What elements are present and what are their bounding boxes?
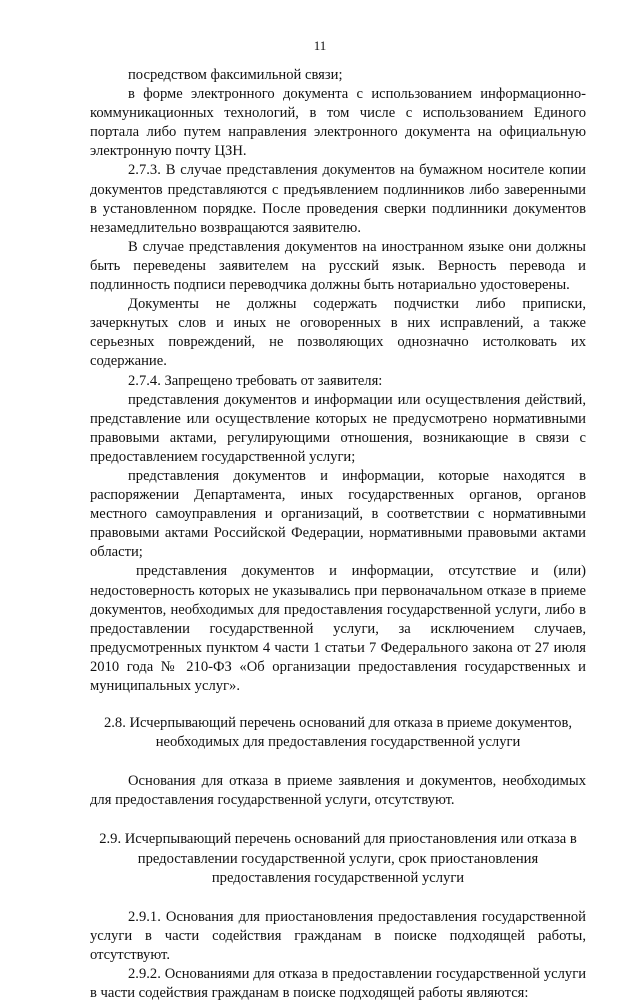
section-heading-2-8: 2.8. Исчерпывающий перечень оснований для отказа в приеме документов, необходимых для предоставления государственной услуги <box>103 715 573 751</box>
paragraph: представления документов и информации или осуществления действий, представление или осуществление которых не предусмотрено нормативными правовыми актами, регулирующими отношения, возникающие в связи с предоставлением государственной услуги; <box>90 391 586 465</box>
paragraph: Документы не должны содержать подчистки либо приписки, зачеркнутых слов и иных не оговоренных в них исправлений, а также серьезных повреждений, не позволяющих однозначно истолковать их содержание. <box>90 296 586 370</box>
paragraph: представления документов и информации, отсутствие и (или) недостоверность которых не указывались при первоначальном отказе в приеме документов, необходимых для предоставления государственной услуги, либо в предоставлении государственной услуги, за исключением случаев, предусмотренных пунктом 4 части 1 статьи 7 Федерального закона от 27 июля 2010 года № 210-ФЗ «Об организации предоставления государственных и муниципальных услуг». <box>90 563 586 694</box>
document-body <box>90 66 586 1003</box>
paragraph: В случае представления документов на иностранном языке они должны быть переведены заявителем на русский язык. Верность перевода и подлинность подписи переводчика должны быть нотариально удостоверены. <box>90 238 586 294</box>
paragraph: посредством факсимильной связи; <box>128 67 343 83</box>
page-number: 11 <box>313 38 327 53</box>
paragraph: в форме электронного документа с использованием информационно-коммуникационных технологий, в том числе с использованием Единого портала либо путем направления электронного документа на официальную электронную почту ЦЗН. <box>90 86 586 160</box>
paragraph: 2.7.3. В случае представления документов на бумажном носителе копии документов представляются с предъявлением подлинников либо заверенными в установленном порядке. После проведения сверки подлинники документов незамедлительно возвращаются заявителю. <box>90 162 586 236</box>
section-heading-2-9: 2.9. Исчерпывающий перечень оснований для приостановления или отказа в предоставлении государственной услуги, срок приостановления предоставления государственной услуги <box>99 831 577 886</box>
paragraph-2-9-2: 2.9.2. Основаниями для отказа в предоставлении государственной услуги в части содействия гражданам в поиске подходящей работы являются: <box>90 966 586 1002</box>
paragraph: представления документов и информации, которые находятся в распоряжении Департамента, иных государственных органов, органов местного самоуправления и организаций, в соответствии с нормативными правовыми актами Российской Федерации, нормативными правовыми актами области; <box>90 467 586 561</box>
paragraph: 2.7.4. Запрещено требовать от заявителя: <box>128 372 383 389</box>
paragraph-2-8: Основания для отказа в приеме заявления и документов, необходимых для предоставления государственной услуги, отсутствуют. <box>90 773 586 809</box>
paragraph-2-9-1: 2.9.1. Основания для приостановления предоставления государственной услуги в части содействия гражданам в поиске подходящей работы, отсутствуют. <box>90 908 586 963</box>
